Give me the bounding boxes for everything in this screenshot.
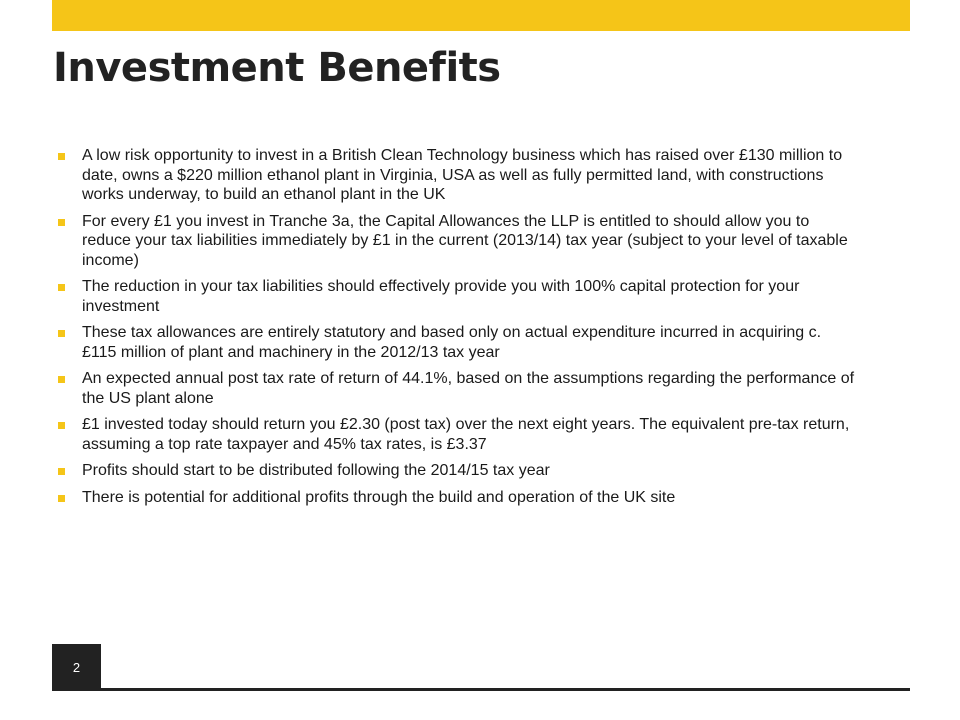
bullet-square-icon [58, 495, 65, 502]
page-number: 2 [72, 660, 81, 675]
bullet-square-icon [58, 153, 65, 160]
list-item [58, 277, 858, 316]
bullet-square-icon [58, 422, 65, 429]
bullet-square-icon [58, 468, 65, 475]
page-number-badge [52, 644, 101, 691]
list-item [58, 212, 858, 271]
bullet-square-icon [58, 376, 65, 383]
list-item-text: For every £1 you invest in Tranche 3a, the Capital Allowances the LLP is entitled to should allow you to reduce your tax liabilities immediately by £1 in the current (2013/14) tax year (subject to your level of taxable income) [82, 212, 848, 269]
list-item [58, 369, 858, 408]
benefits-list [58, 146, 858, 514]
list-item-text: There is potential for additional profits through the build and operation of the UK site [82, 488, 676, 506]
list-item-text: The reduction in your tax liabilities should effectively provide you with 100% capital protection for your investment [82, 278, 800, 315]
header-accent-bar [52, 0, 910, 31]
bullet-square-icon [58, 284, 65, 291]
list-item [58, 146, 858, 205]
slide-title: Investment Benefits [53, 45, 501, 91]
list-item-text: Profits should start to be distributed following the 2014/15 tax year [82, 462, 550, 479]
list-item-text: These tax allowances are entirely statutory and based only on actual expenditure incurred in acquiring c. £115 million of plant and machinery in the 2012/13 tax year [82, 324, 822, 361]
bullet-square-icon [58, 330, 65, 337]
list-item [58, 488, 858, 508]
bullet-square-icon [58, 219, 65, 226]
list-item-text: £1 invested today should return you £2.30 (post tax) over the next eight years. The equivalent pre-tax return, assuming a top rate taxpayer and 45% tax rates, is £3.37 [82, 416, 850, 453]
list-item [58, 323, 858, 362]
list-item-text: An expected annual post tax rate of return of 44.1%, based on the assumptions regarding the performance of the US plant alone [82, 370, 855, 407]
list-item-text: A low risk opportunity to invest in a British Clean Technology business which has raised over £130 million to date, owns a $220 million ethanol plant in Virginia, USA as well as fully permitted land, with constructions works underway, to build an ethanol plant in the UK [82, 147, 843, 203]
list-item [58, 461, 858, 481]
list-item [58, 415, 858, 454]
footer-divider [52, 688, 910, 691]
